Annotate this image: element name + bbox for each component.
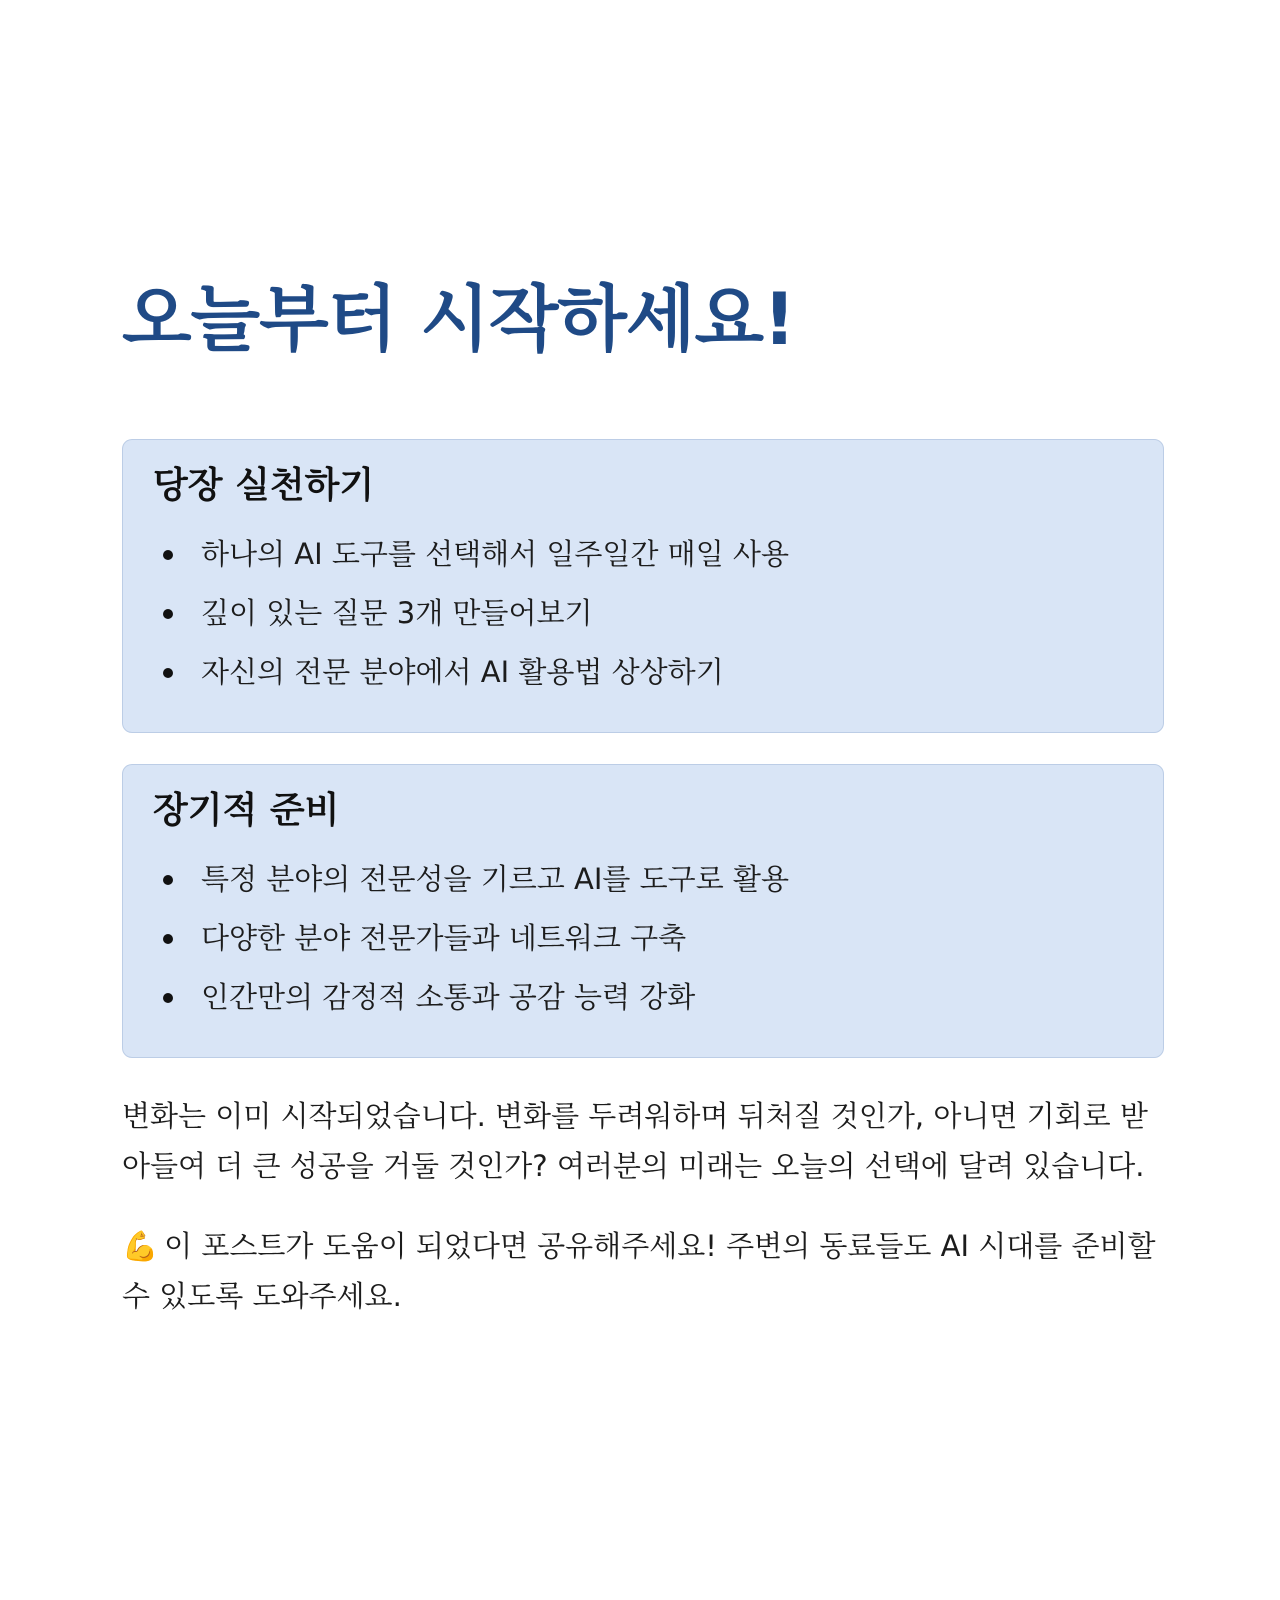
bullet-icon [163,993,173,1003]
list-item [153,968,1133,1027]
page-title: 오늘부터 시작하세요! [122,277,795,361]
action-now-heading: 당장 실천하기 [153,465,375,506]
list-item [153,850,1133,909]
list-item-text: 인간만의 감정적 소통과 공감 능력 강화 [201,979,696,1014]
bullet-icon [163,875,173,885]
list-item-text: 다양한 분야 전문가들과 네트워크 구축 [201,920,687,955]
action-now-box [122,439,1164,733]
action-now-list [153,525,1133,702]
closing-paragraph: 변화는 이미 시작되었습니다. 변화를 두려워하며 뒤처질 것인가, 아니면 기회로 받아들여 더 큰 성공을 거둘 것인가? 여러분의 미래는 오늘의 선택에 달려 있습니다. [122,1099,1148,1183]
share-note-text: 이 포스트가 도움이 되었다면 공유해주세요! 주변의 동료들도 AI 시대를 준비할 수 있도록 도와주세요. [122,1229,1156,1313]
bullet-icon [163,609,173,619]
list-item-text: 자신의 전문 분야에서 AI 활용법 상상하기 [201,654,724,689]
long-term-list [153,850,1133,1027]
list-item [153,525,1133,584]
bullet-icon [163,668,173,678]
bullet-icon [163,934,173,944]
flexed-biceps-icon: 💪 [122,1229,159,1263]
list-item [153,584,1133,643]
long-term-box [122,764,1164,1058]
list-item-text: 특정 분야의 전문성을 기르고 AI를 도구로 활용 [201,861,789,896]
list-item [153,643,1133,702]
list-item-text: 깊이 있는 질문 3개 만들어보기 [201,595,593,630]
list-item [153,909,1133,968]
bullet-icon [163,550,173,560]
long-term-heading: 장기적 준비 [153,790,340,831]
list-item-text: 하나의 AI 도구를 선택해서 일주일간 매일 사용 [201,536,789,571]
share-note [122,1221,1172,1321]
